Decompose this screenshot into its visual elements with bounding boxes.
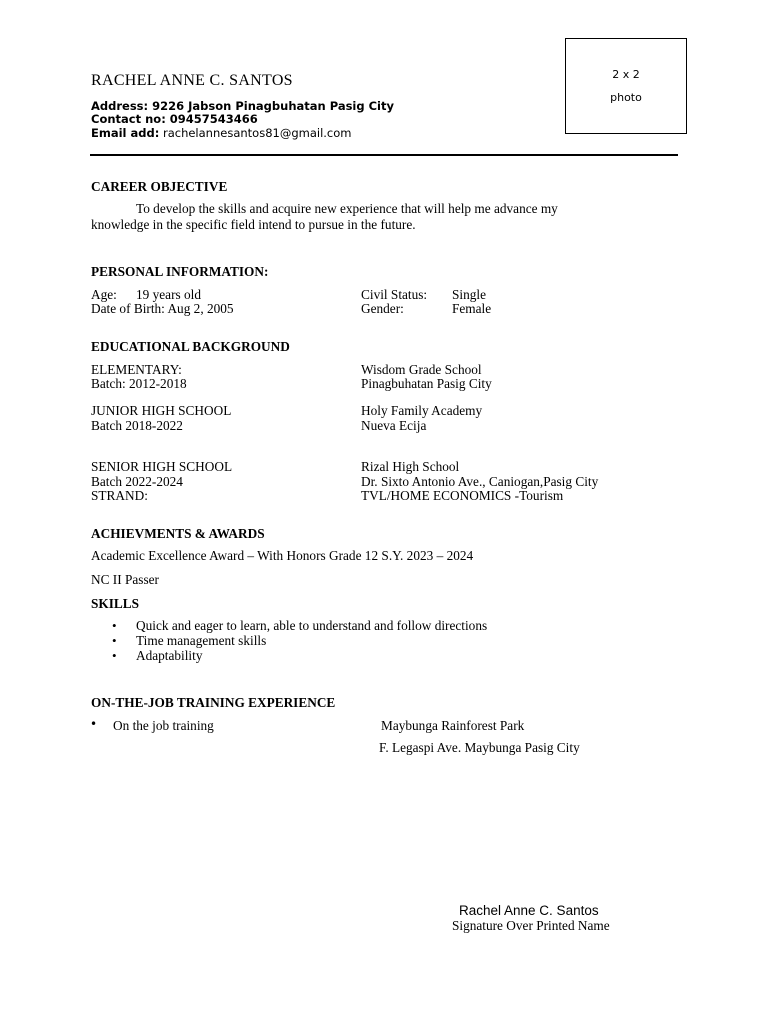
senior-high-location: Dr. Sixto Antonio Ave., Caniogan,Pasig City xyxy=(361,474,599,489)
gender-label: Gender: xyxy=(361,301,404,316)
career-objective-line-2: knowledge in the specific field intend to pursue in the future. xyxy=(91,217,416,232)
signature-printed-name: Rachel Anne C. Santos xyxy=(459,903,599,918)
photo-label: photo xyxy=(610,91,642,104)
elementary-batch: Batch: 2012-2018 xyxy=(91,376,187,391)
senior-high-label: SENIOR HIGH SCHOOL xyxy=(91,459,233,474)
personal-info-heading: PERSONAL INFORMATION: xyxy=(91,264,269,279)
ojt-heading: ON-THE-JOB TRAINING EXPERIENCE xyxy=(91,695,336,710)
applicant-name: RACHEL ANNE C. SANTOS xyxy=(91,72,293,89)
senior-high-school: Rizal High School xyxy=(361,459,460,474)
career-objective-line-1: To develop the skills and acquire new experience that will help me advance my xyxy=(136,201,558,216)
ojt-bullet-icon: • xyxy=(90,717,98,731)
elementary-school: Wisdom Grade School xyxy=(361,362,482,377)
senior-high-strand: TVL/HOME ECONOMICS -Tourism xyxy=(361,488,564,503)
age-label: Age: xyxy=(91,287,117,302)
skill-item: • Time management skills xyxy=(90,633,487,648)
skills-heading: SKILLS xyxy=(91,596,140,611)
achievement-item: Academic Excellence Award – With Honors Grade 12 S.Y. 2023 – 2024 xyxy=(91,548,474,563)
elementary-location: Pinagbuhatan Pasig City xyxy=(361,376,492,391)
contact-line: Contact no: 09457543466 xyxy=(91,112,258,126)
ojt-item: On the job training xyxy=(113,718,214,733)
ojt-place: Maybunga Rainforest Park xyxy=(381,718,525,733)
signature-caption: Signature Over Printed Name xyxy=(452,918,610,933)
skill-item: • Adaptability xyxy=(90,648,487,663)
email-line xyxy=(91,126,351,140)
career-objective-heading: CAREER OBJECTIVE xyxy=(91,179,228,194)
photo-size-label: 2 x 2 xyxy=(612,68,640,81)
achievements-heading: ACHIEVMENTS & AWARDS xyxy=(91,526,265,541)
age-value: 19 years old xyxy=(136,287,201,302)
header-divider xyxy=(90,154,678,156)
civil-status-label: Civil Status: xyxy=(361,287,428,302)
email-label: Email add: xyxy=(91,126,160,140)
junior-high-label: JUNIOR HIGH SCHOOL xyxy=(91,403,232,418)
gender-value: Female xyxy=(452,301,492,316)
skill-item: • Quick and eager to learn, able to understand and follow directions xyxy=(90,618,487,633)
achievement-item: NC II Passer xyxy=(91,572,159,587)
education-heading: EDUCATIONAL BACKGROUND xyxy=(91,339,290,354)
ojt-address: F. Legaspi Ave. Maybunga Pasig City xyxy=(379,740,580,755)
date-of-birth: Date of Birth: Aug 2, 2005 xyxy=(91,301,234,316)
junior-high-school: Holy Family Academy xyxy=(361,403,483,418)
junior-high-location: Nueva Ecija xyxy=(361,418,427,433)
elementary-label: ELEMENTARY: xyxy=(91,362,182,377)
photo-placeholder xyxy=(565,38,687,134)
senior-high-strand-label: STRAND: xyxy=(91,488,148,503)
email-value: rachelannesantos81@gmail.com xyxy=(162,126,352,140)
senior-high-batch: Batch 2022-2024 xyxy=(91,474,183,489)
skills-list xyxy=(90,618,487,663)
civil-status-value: Single xyxy=(452,287,486,302)
junior-high-batch: Batch 2018-2022 xyxy=(91,418,183,433)
address-line: Address: 9226 Jabson Pinagbuhatan Pasig City xyxy=(91,99,394,113)
